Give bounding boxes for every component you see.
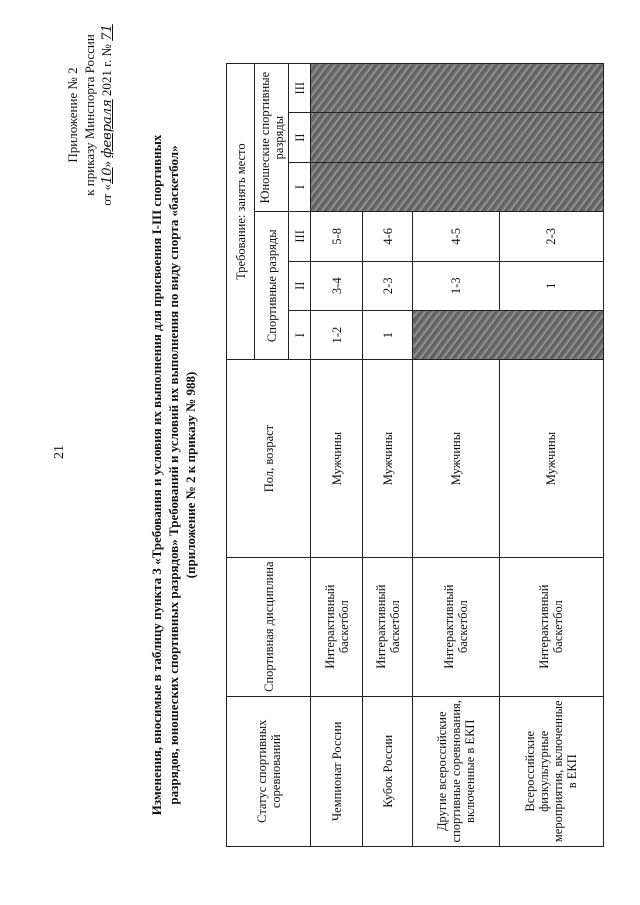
header-status: Статус спортивных соревнований <box>227 696 311 846</box>
cell-discipline: Интерактивный баскетбол <box>363 557 413 696</box>
appendix-block <box>64 15 116 215</box>
cell-rank-I: 1 <box>363 310 413 359</box>
cell-rank-II: 1-3 <box>413 261 499 310</box>
cell-youth-III-shaded <box>311 64 604 113</box>
cell-gender: Мужчины <box>413 360 499 558</box>
header-requirement: Требование: занять место <box>227 64 255 360</box>
cell-status: Кубок России <box>363 696 413 846</box>
cell-rank-III: 5-8 <box>311 212 363 261</box>
cell-rank-III: 4-5 <box>413 212 499 261</box>
page-number: 21 <box>52 445 67 459</box>
cell-rank-II: 2-3 <box>363 261 413 310</box>
header-youth-rank-I: I <box>289 162 311 211</box>
date-mid: » <box>99 160 114 168</box>
header-sport-rank-II: II <box>289 261 311 310</box>
cell-rank-II: 1 <box>499 261 603 310</box>
document-title: Изменения, вносимые в таблицу пункта 3 «Требования и условия их выполнения для присвоения I-III спортивных разрядов, юношеских спортивных разрядов» Требований и условий их выполнения по виду спорта «баскетбол» (приложение № 2 к приказу № 988) <box>149 134 198 816</box>
cell-status: Чемпионат России <box>311 696 363 846</box>
header-sport-ranks: Спортивные разряды <box>255 212 289 360</box>
cell-gender: Мужчины <box>499 360 603 558</box>
cell-status: Всероссийские физкультурные мероприятия, включенные в ЕКП <box>499 696 603 846</box>
date-day: 10 <box>100 167 115 185</box>
cell-rank-I-shaded <box>413 310 604 359</box>
cell-discipline: Интерактивный баскетбол <box>499 557 603 696</box>
header-youth-rank-II: II <box>289 113 311 162</box>
cell-gender: Мужчины <box>363 360 413 558</box>
header-sport-rank-III: III <box>289 212 311 261</box>
header-sport-rank-I: I <box>289 310 311 359</box>
cell-discipline: Интерактивный баскетбол <box>413 557 499 696</box>
requirements-table <box>226 63 604 847</box>
cell-rank-I: 1-2 <box>311 310 363 359</box>
table-row <box>311 64 363 847</box>
header-discipline: Спортивная дисциплина <box>227 557 311 696</box>
header-youth-ranks: Юношеские спортивные разряды <box>255 64 289 212</box>
appendix-date-line <box>98 15 116 215</box>
cell-status: Другие всероссийские спортивные соревнования, включенные в ЕКП <box>413 696 499 846</box>
header-youth-rank-III: III <box>289 64 311 113</box>
cell-discipline: Интерактивный баскетбол <box>311 557 363 696</box>
header-gender-age: Пол, возраст <box>227 360 311 558</box>
cell-gender: Мужчины <box>311 360 363 558</box>
cell-rank-III: 4-6 <box>363 212 413 261</box>
date-prefix: от « <box>99 184 114 206</box>
date-month: февраля <box>100 99 115 158</box>
order-number: 71 <box>100 24 115 41</box>
cell-rank-III: 2-3 <box>499 212 603 261</box>
cell-youth-II-shaded <box>311 113 604 162</box>
appendix-line-2: к приказу Минспорта России <box>82 34 97 196</box>
cell-youth-I-shaded <box>311 162 604 211</box>
header-row-1 <box>227 64 255 847</box>
appendix-line-1: Приложение № 2 <box>65 67 80 163</box>
date-year: 2021 г. № <box>99 44 114 97</box>
cell-rank-II: 3-4 <box>311 261 363 310</box>
